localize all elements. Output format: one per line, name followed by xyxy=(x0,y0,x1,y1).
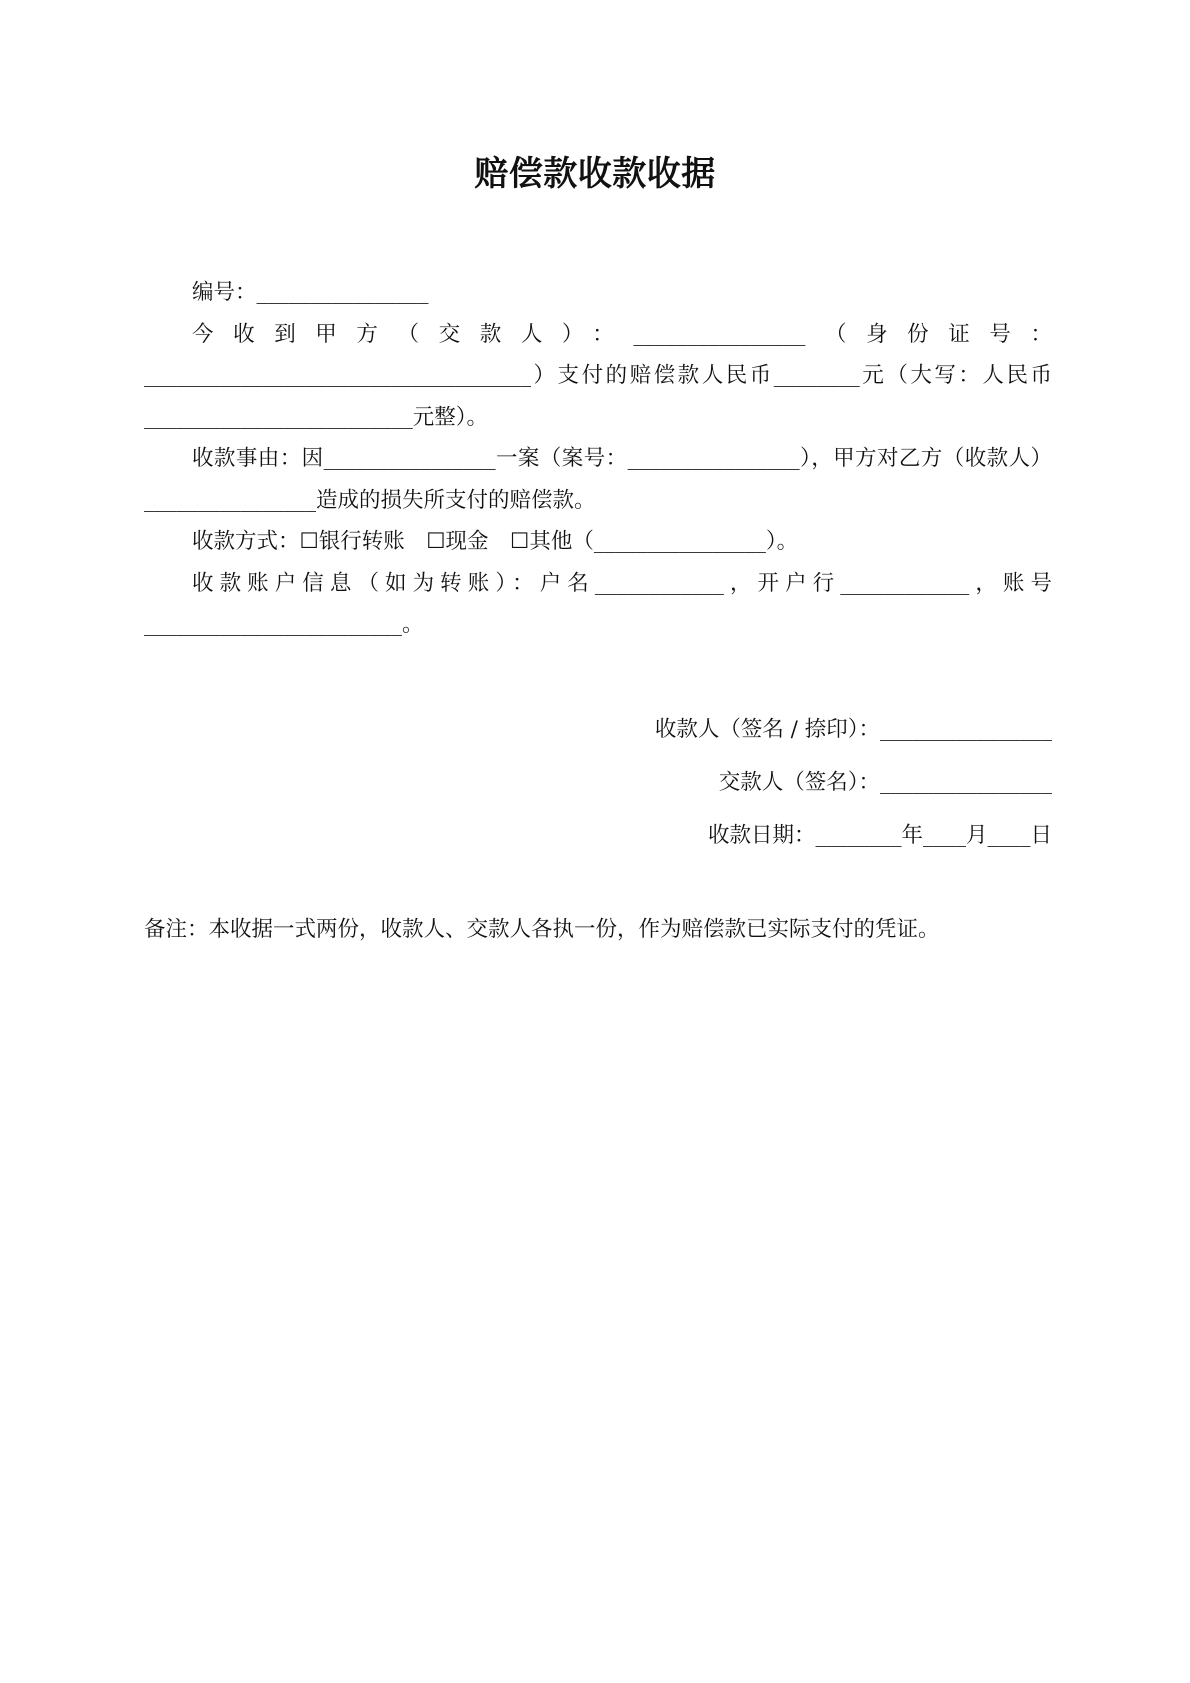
signature-block xyxy=(655,703,1052,862)
receipt-number-line: 编号：________________ xyxy=(192,280,429,305)
payment-received-paragraph: 今收到甲方（交款人）：________________（身份证号：____________________________________）支付的赔偿款人民币________元（大写：人民币_________________________元整）。 xyxy=(144,321,1052,430)
payment-method-line: 收款方式：☐银行转账 ☐现金 ☐其他（________________）。 xyxy=(192,529,799,554)
payee-signature-line: 收款人（签名 / 捺印）：________________ xyxy=(654,717,1052,742)
remark-note: 备注：本收据一式两份，收款人、交款人各执一份，作为赔偿款已实际支付的凭证。 xyxy=(144,917,940,942)
document-title: 赔偿款收款收据 xyxy=(474,154,716,194)
receipt-body xyxy=(144,272,1052,646)
receipt-date-line: 收款日期：________年____月____日 xyxy=(707,823,1052,848)
payer-signature-line: 交款人（签名）：________________ xyxy=(718,770,1052,795)
payment-reason-paragraph: 收款事由：因________________一案（案号：________________），甲方对乙方（收款人）________________造成的损失所支付的赔偿款。 xyxy=(144,446,1052,513)
account-info-paragraph: 收款账户信息（如为转账）：户名____________，开户行____________，账号________________________。 xyxy=(144,570,1052,637)
